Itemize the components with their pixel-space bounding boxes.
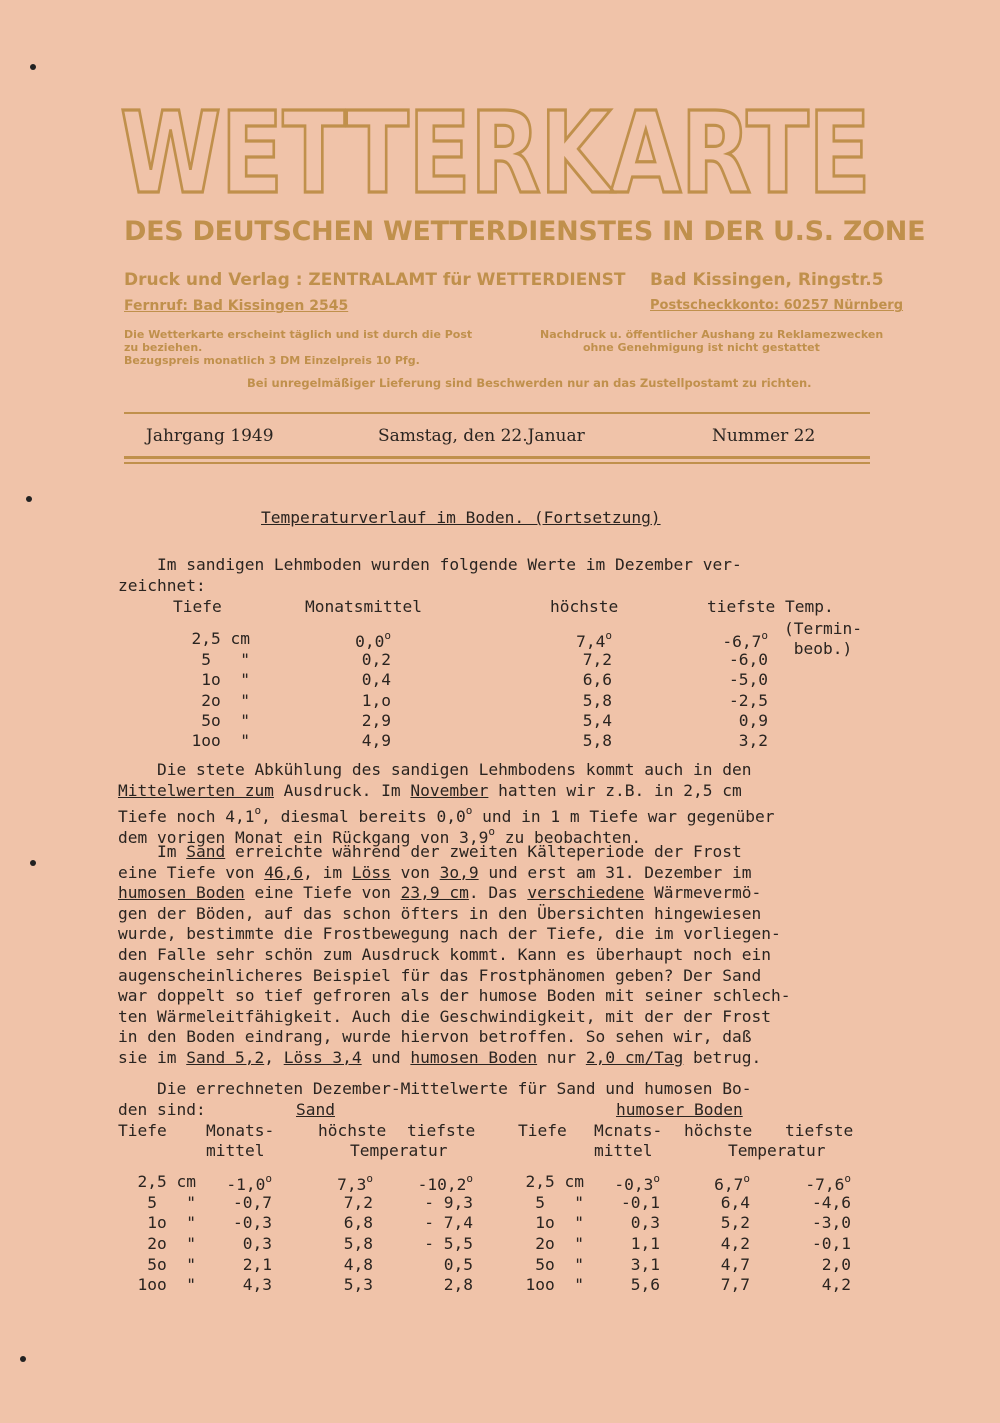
sand-depth: 5 " [147, 1193, 196, 1212]
humus-min: 4,2 [821, 1275, 851, 1294]
humus-depth: 1oo " [525, 1275, 584, 1294]
notice-right-1: Nachdruck u. öffentlicher Aushang zu Reklamezwecken [540, 328, 884, 341]
humus-max: 7,7 [720, 1275, 750, 1294]
masthead-rule-bottom-1 [124, 456, 870, 459]
t1-header-depth: Tiefe [173, 597, 222, 616]
publisher-place: Bad Kissingen, Ringstr.5 [650, 270, 884, 290]
sand-max: 7,2 [343, 1193, 373, 1212]
sand-mean: -0,3 [233, 1213, 272, 1232]
cell-mean: 1,o [361, 691, 391, 710]
text-line: in den Boden eindrang, wurde hiervon betroffen. So sehen wir, daß [118, 1027, 752, 1047]
sand-min: - 5,5 [424, 1234, 473, 1253]
sand-max: 7,3$^o$ [337, 1172, 373, 1194]
text-line: dem vorigen Monat ein Rückgang von 3,9$^o$ zu beobachten. [118, 824, 642, 847]
publisher-label: Druck und Verlag : ZENTRALAMT für WETTERDIENST [124, 270, 626, 290]
humus-depth: 5o " [535, 1255, 584, 1274]
cell-min: -6,0 [729, 650, 768, 669]
sand-min: 2,8 [443, 1275, 473, 1294]
t1-header-max: höchste [550, 597, 619, 616]
cell-min: -2,5 [729, 691, 768, 710]
cell-max: 7,4$^o$ [576, 629, 612, 651]
t2-h-mean-1b: Mcnats- [594, 1121, 663, 1140]
cell-depth: 1o " [201, 670, 250, 689]
text-line: den Falle sehr schön zum Ausdruck kommt. Kann es überhaupt noch ein [118, 945, 771, 964]
cell-max: 6,6 [582, 670, 612, 689]
humus-min: -4,6 [812, 1193, 851, 1212]
masthead-rule-top [124, 412, 870, 414]
t2-h-depth: Tiefe [118, 1121, 167, 1140]
cell-min: -5,0 [729, 670, 768, 689]
sand-mean: 2,1 [242, 1255, 272, 1274]
t2-h-temp: Temperatur [350, 1141, 448, 1160]
humus-depth: 2,5 cm [525, 1172, 584, 1191]
sand-min: - 9,3 [424, 1193, 473, 1212]
cell-mean: 4,9 [361, 731, 391, 750]
t2-h-min-b: tiefste [785, 1121, 854, 1140]
t2-h-mean-1: Monats- [206, 1121, 275, 1140]
cell-depth: 5o " [201, 711, 250, 730]
para3-line-1: Die errechneten Dezember-Mittelwerte für Sand und humosen Bo- [118, 1079, 752, 1098]
issue-date: Samstag, den 22.Januar [378, 426, 585, 446]
humus-mean: 0,3 [630, 1213, 660, 1232]
complaints-notice: Bei unregelmäßiger Lieferung sind Beschwerden nur an das Zustellpostamt zu richten. [247, 376, 812, 390]
masthead-title [120, 89, 880, 219]
text-line: eine Tiefe von 46,6, im Löss von 3o,9 und erst am 31. Dezember im [118, 862, 752, 882]
issue-year: Jahrgang 1949 [146, 426, 274, 446]
text-line: gen der Böden, auf das schon öfters in den Übersichten hingewiesen [118, 903, 762, 923]
humus-max: 6,7$^o$ [714, 1172, 750, 1194]
cell-depth: 2o " [201, 691, 250, 710]
humus-max: 6,4 [720, 1193, 750, 1212]
article-heading: Temperaturverlauf im Boden. (Fortsetzung) [261, 508, 661, 527]
humus-min: -7,6$^o$ [805, 1172, 851, 1194]
cell-max: 7,2 [582, 650, 612, 669]
cell-mean: 2,9 [361, 711, 391, 730]
text-line: ten Wärmeleitfähigkeit. Auch die Geschwindigkeit, mit der der Frost [118, 1006, 771, 1026]
text-line: Im Sand erreichte während der zweiten Kälteperiode der Frost [118, 842, 742, 861]
text-line: Tiefe noch 4,1$^o$, diesmal bereits 0,0$^o$ und in 1 m Tiefe war gegenüber [118, 804, 775, 827]
text-line: augenscheinlicheres Beispiel für das Frostphänomen geben? Der Sand [118, 965, 762, 985]
sand-min: 0,5 [443, 1255, 473, 1274]
sand-min: - 7,4 [424, 1213, 473, 1232]
cell-min: -6,7$^o$ [722, 629, 768, 651]
cell-depth: 2,5 cm [191, 629, 250, 648]
intro-line-1: Im sandigen Lehmboden wurden folgende Werte im Dezember ver- [118, 555, 742, 574]
cell-depth: 1oo " [191, 731, 250, 750]
svg-text:WETTERKARTE: WETTERKARTE [120, 89, 870, 219]
sand-mean: -1,0$^o$ [226, 1172, 272, 1194]
t2-h-mean-2b: mittel [594, 1141, 653, 1160]
notice-right-2: ohne Genehmigung ist nicht gestattet [583, 341, 820, 354]
issue-number: Nummer 22 [712, 426, 816, 446]
text-line: Die stete Abkühlung des sandigen Lehmbodens kommt auch in den [118, 760, 752, 779]
t2-group-sand: Sand [296, 1100, 335, 1119]
notice-left-1: Die Wetterkarte erscheint täglich und ist durch die Post [124, 328, 473, 341]
t2-h-mean-2: mittel [206, 1141, 265, 1160]
sand-mean: 4,3 [242, 1275, 272, 1294]
sand-depth: 2,5 cm [137, 1172, 196, 1191]
sand-mean: -0,7 [233, 1193, 272, 1212]
masthead-rule-bottom-2 [124, 462, 870, 464]
humus-min: -3,0 [812, 1213, 851, 1232]
intro-line-2: zeichnet: [118, 576, 206, 595]
humus-min: -0,1 [812, 1234, 851, 1253]
notice-left-3: Bezugspreis monatlich 3 DM Einzelpreis 10 Pfg. [124, 354, 420, 367]
t2-h-depth-b: Tiefe [518, 1121, 567, 1140]
t1-header-mean: Monatsmittel [305, 597, 422, 616]
text-line: sie im Sand 5,2, Löss 3,4 und humosen Boden nur 2,0 cm/Tag betrug. [118, 1048, 762, 1067]
humus-mean: 1,1 [630, 1234, 660, 1253]
text-line: humosen Boden eine Tiefe von 23,9 cm. Das verschiedene Wärmevermö- [118, 883, 762, 903]
humus-max: 4,2 [720, 1234, 750, 1253]
humus-max: 4,7 [720, 1255, 750, 1274]
sand-max: 4,8 [343, 1255, 373, 1274]
cell-mean: 0,2 [361, 650, 391, 669]
sand-depth: 1oo " [137, 1275, 196, 1294]
phone-number: Fernruf: Bad Kissingen 2545 [124, 298, 349, 314]
sand-max: 6,8 [343, 1213, 373, 1232]
cell-min: 0,9 [738, 711, 768, 730]
humus-min: 2,0 [821, 1255, 851, 1274]
notice-left-2: zu beziehen. [124, 341, 203, 354]
t1-header-min: tiefste Temp. [707, 597, 834, 616]
humus-mean: 5,6 [630, 1275, 660, 1294]
cell-max: 5,8 [582, 691, 612, 710]
humus-mean: 3,1 [630, 1255, 660, 1274]
humus-depth: 1o " [535, 1213, 584, 1232]
text-line: Mittelwerten zum Ausdruck. Im November hatten wir z.B. in 2,5 cm [118, 780, 742, 800]
sand-min: -10,2$^o$ [417, 1172, 473, 1194]
text-line: war doppelt so tief gefroren als der humose Boden mit seiner schlech- [118, 986, 791, 1006]
sand-depth: 1o " [147, 1213, 196, 1232]
sand-mean: 0,3 [242, 1234, 272, 1253]
t1-note: (Termin- beob.) [784, 619, 862, 658]
text-line: wurde, bestimmte die Frostbewegung nach der Tiefe, die im vorliegen- [118, 924, 781, 944]
humus-mean: -0,3$^o$ [614, 1172, 660, 1194]
t2-h-max-b: höchste [684, 1121, 753, 1140]
postal-account: Postscheckkonto: 60257 Nürnberg [650, 298, 904, 313]
cell-mean: 0,4 [361, 670, 391, 689]
sand-depth: 5o " [147, 1255, 196, 1274]
humus-max: 5,2 [720, 1213, 750, 1232]
sand-max: 5,3 [343, 1275, 373, 1294]
humus-depth: 5 " [535, 1193, 584, 1212]
humus-depth: 2o " [535, 1234, 584, 1253]
t2-group-humus: humoser Boden [616, 1100, 743, 1119]
sand-max: 5,8 [343, 1234, 373, 1253]
t2-h-max: höchste [318, 1121, 387, 1140]
para3-line-2: den sind: [118, 1100, 206, 1119]
cell-mean: 0,0$^o$ [355, 629, 391, 651]
cell-max: 5,4 [582, 711, 612, 730]
cell-depth: 5 " [201, 650, 250, 669]
humus-mean: -0,1 [621, 1193, 660, 1212]
sand-depth: 2o " [147, 1234, 196, 1253]
cell-max: 5,8 [582, 731, 612, 750]
cell-min: 3,2 [738, 731, 768, 750]
t2-h-temp-b: Temperatur [728, 1141, 826, 1160]
t2-h-min: tiefste [407, 1121, 476, 1140]
masthead-subtitle: DES DEUTSCHEN WETTERDIENSTES IN DER U.S. ZONE [124, 216, 926, 247]
